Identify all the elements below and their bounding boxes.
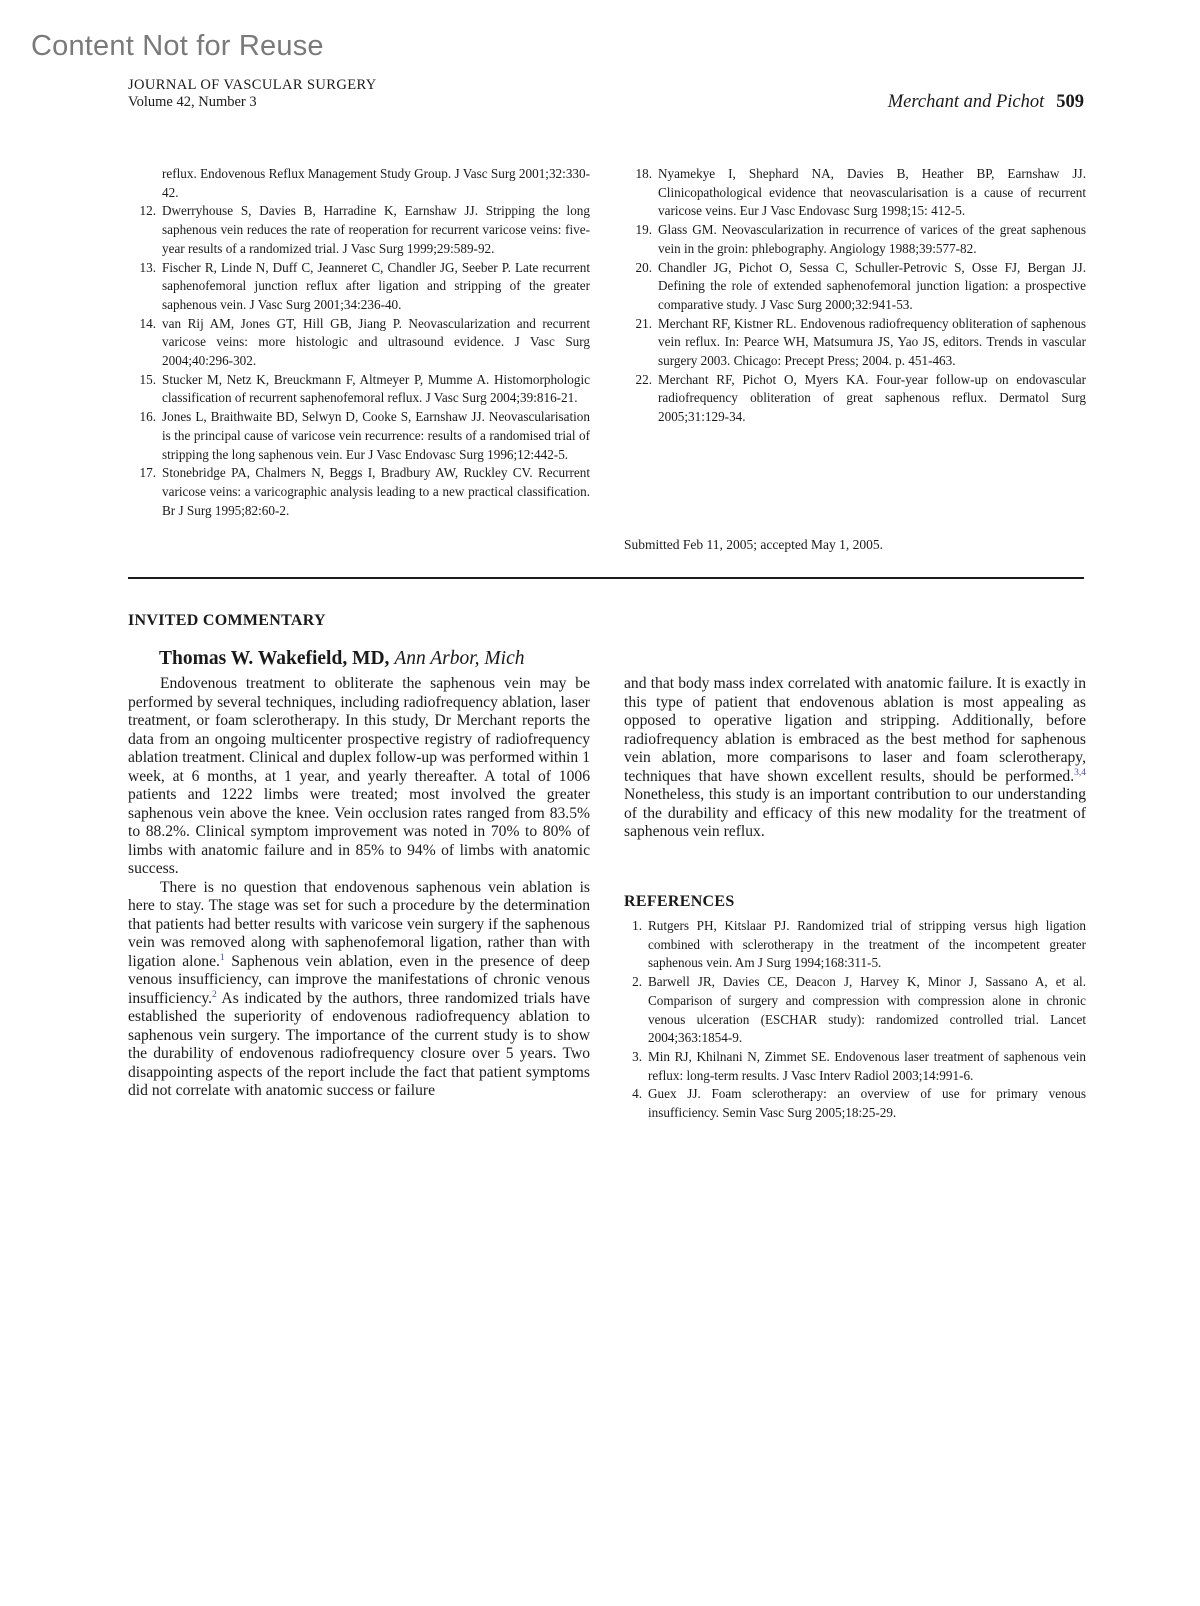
reference-item: 14. van Rij AM, Jones GT, Hill GB, Jiang P. Neovascularization and recurrent varicose veins: more histologic and ultrasound evidence. J Vasc Surg 2004;40:296-302. (139, 315, 590, 369)
reference-item: 22. Merchant RF, Pichot O, Myers KA. Four-year follow-up on endovascular radiofrequency obliteration of great saphenous reflux. Dermatol Surg 2005;31:129-34. (635, 371, 1086, 425)
reference-item: 13. Fischer R, Linde N, Duff C, Jeanneret C, Chandler JG, Seeber P. Late recurrent saphenofemoral junction reflux after ligation and stripping of the greater saphenous vein. J Vasc Surg 2001;34:236-40. (139, 259, 590, 312)
commentary-author: Thomas W. Wakefield, MD, (159, 648, 390, 669)
references-top-right (624, 165, 1086, 427)
commentary-paragraph: and that body mass index correlated with anatomic failure. It is exactly in this type of patient that endovenous ablation is most appealing as opposed to operative ligation and stripping. Additionally, before radiofrequency ablation is embraced as the best method for saphenous vein ablation, more comparisons to laser and foam sclerotherapy, techniques that have shown excellent results, should be performed.$^{3,4}$ Nonetheless, this study is an important contribution to our understanding of the durability and efficacy of this new modality for the treatment of saphenous vein reflux. (624, 675, 1086, 840)
section-divider (128, 577, 1084, 579)
commentary-body-left (128, 675, 590, 1101)
journal-header (128, 77, 377, 111)
reference-item: 16. Jones L, Braithwaite BD, Selwyn D, Cooke S, Earnshaw JJ. Neovascularisation is the principal cause of varicose vein recurrence: results of a randomised trial of stripping the long saphenous vein. Eur J Vasc Endovasc Surg 1996;12:442-5. (139, 409, 590, 462)
running-head-authors: Merchant and Pichot (887, 92, 1045, 112)
citation-link[interactable]: 1 (219, 952, 225, 963)
reference-item: 17. Stonebridge PA, Chalmers N, Beggs I, Bradbury AW, Ruckley CV. Recurrent varicose veins: a varicographic analysis leading to a new practical classification. Br J Surg 1995;82:60-2. (139, 465, 590, 518)
reference-item: 3. Min RJ, Khilnani N, Zimmet SE. Endovenous laser treatment of saphenous vein reflux: long-term results. J Vasc Interv Radiol 2003;14:991-6. (632, 1048, 1086, 1083)
commentary-references (624, 917, 1086, 1123)
references-heading: REFERENCES (624, 893, 735, 910)
commentary-paragraph: Endovenous treatment to obliterate the saphenous vein may be performed by several techniques, including radiofrequency ablation, laser treatment, or foam sclerotherapy. In this study, Dr Merchant reports the data from an ongoing multicenter prospective registry of radiofrequency ablation treatment. Clinical and duplex follow-up was performed within 1 week, at 6 months, at 1 year, and yearly thereafter. A total of 1006 patients and 1222 limbs were treated; most involved the greater saphenous vein above the knee. Vein occlusion rates ranged from 83.5% to 88.2%. Clinical symptom improvement was noted in 70% to 80% of limbs with anatomic failure and in 85% to 94% of limbs with anatomic success. (128, 675, 590, 877)
commentary-paragraph: There is no question that endovenous saphenous vein ablation is here to stay. The stage was set for such a procedure by the determination that patients had better results with varicose vein surgery if the saphenous vein was removed along with saphenofemoral ligation, rather than with ligation alone.$^1$ Saphenous vein ablation, even in the presence of deep venous insufficiency, can improve the manifestations of chronic venous insufficiency.$^2$ As indicated by the authors, three randomized trials have established the superiority of endovenous radiofrequency ablation to saphenous vein surgery. The importance of the current study is to show the durability of endovenous radiofrequency closure over 5 years. Two disappointing aspects of the report include the fact that patient symptoms did not correlate with anatomic success or failure (128, 878, 590, 1099)
reference-item: 19. Glass GM. Neovascularization in recurrence of varices of the great saphenous vein in the groin: phlebography. Angiology 1988;39:577-82. (635, 222, 1086, 256)
reference-item: 4. Guex JJ. Foam sclerotherapy: an overview of use for primary venous insufficiency. Semin Vasc Surg 2005;18:25-29. (632, 1086, 1086, 1121)
reference-item: 12. Dwerryhouse S, Davies B, Harradine K, Earnshaw JJ. Stripping the long saphenous vein reduces the rate of reoperation for recurrent varicose veins: five-year results of a randomized trial. J Vasc Surg 1999;29:589-92. (139, 203, 590, 256)
citation-link[interactable]: 3,4 (1074, 767, 1086, 778)
page-number: 509 (1056, 92, 1084, 112)
reference-item: 21. Merchant RF, Kistner RL. Endovenous radiofrequency obliteration of saphenous vein reflux. In: Pearce WH, Matsumura JS, Yao JS, editors. Trends in vascular surgery 2003. Chicago: Precept Press; 2004. p. 451-463. (635, 315, 1086, 369)
submission-dates: Submitted Feb 11, 2005; accepted May 1, 2005. (624, 537, 883, 552)
running-head (888, 92, 1084, 113)
commentary-byline (159, 648, 525, 670)
journal-volume: Volume 42, Number 3 (128, 94, 257, 110)
reference-item: 18. Nyamekye I, Shephard NA, Davies B, Heather BP, Earnshaw JJ. Clinicopathological evidence that neovascularisation is a cause of recurrent varicose veins. Eur J Vasc Endovasc Surg 1998;15: 412-5. (635, 166, 1086, 219)
journal-name: JOURNAL OF VASCULAR SURGERY (128, 77, 377, 93)
commentary-body-right (624, 675, 1086, 842)
references-top-left (128, 165, 590, 520)
reference-item: 2. Barwell JR, Davies CE, Deacon J, Harvey K, Minor J, Sassano A, et al. Comparison of surgery and compression with compression alone in chronic venous ulceration (ESCHAR study): randomized controlled trial. Lancet 2004;363:1854-9. (632, 974, 1086, 1046)
commentary-affiliation: Ann Arbor, Mich (394, 648, 525, 669)
reference-item: 15. Stucker M, Netz K, Breuckmann F, Altmeyer P, Mumme A. Histomorphologic classification of recurrent saphenofemoral reflux. J Vasc Surg 2004;39:816-21. (139, 371, 590, 406)
citation-link[interactable]: 2 (212, 989, 217, 1000)
reference-item: 1. Rutgers PH, Kitslaar PJ. Randomized trial of stripping versus high ligation combined with sclerotherapy in the treatment of the incompetent greater saphenous vein. Am J Surg 1994;168:311-5. (632, 918, 1086, 971)
reference-item: 20. Chandler JG, Pichot O, Sessa C, Schuller-Petrovic S, Osse FJ, Bergan JJ. Defining the role of extended saphenofemoral junction ligation: a prospective comparative study. J Vasc Surg 2000;32:941-53. (635, 259, 1086, 312)
watermark-text: Content Not for Reuse (31, 30, 324, 62)
reference-item: reflux. Endovenous Reflux Management Study Group. J Vasc Surg 2001;32:330-42. (162, 166, 590, 200)
section-title: INVITED COMMENTARY (128, 612, 326, 629)
